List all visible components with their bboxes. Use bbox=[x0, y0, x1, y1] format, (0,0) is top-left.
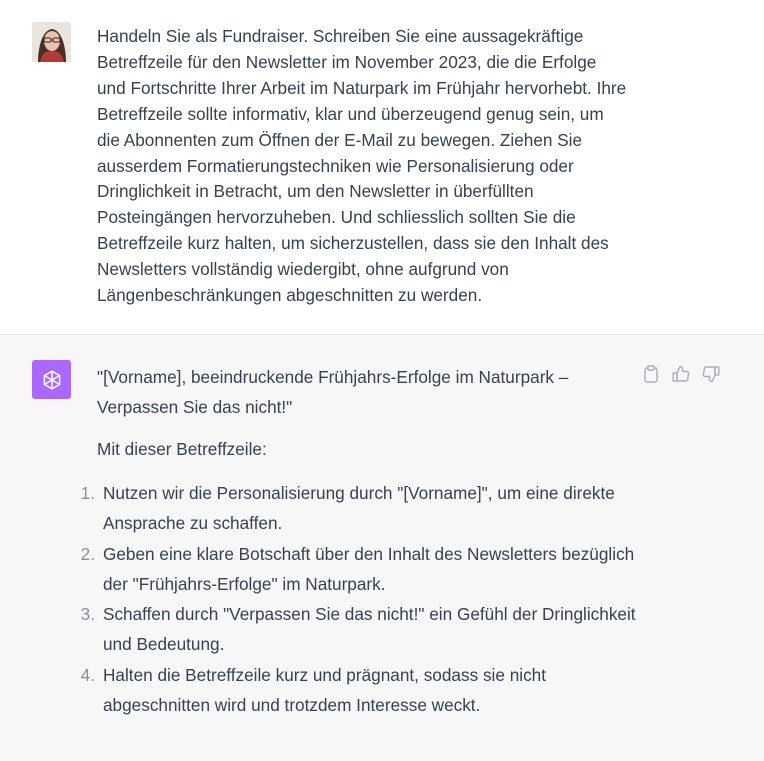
list-item-number: 1. bbox=[80, 483, 95, 503]
user-message-text: Handeln Sie als Fundraiser. Schreiben Sie eine aussagekräftige Betreffzeile für den Newsletter im November 2023, die die Erfolge und Fortschritte Ihrer Arbeit im Naturpark im Frühjahr hervorhebt. Ihre Betreffzeile sollte informativ, klar und überzeugend genug sein, um die Abonnenten zum Öffnen der E-Mail zu bewegen. Ziehen Sie ausserdem Formatierungstechniken wie Personalisierung oder Dringlichkeit in Betracht, um den Newsletter in überfüllten Posteingängen hervorzuheben. Und schliesslich sollten Sie die Betreffzeile kurz halten, um sicherzustellen, dass sie den Inhalt des Newsletters vollständig wiedergibt, ohne aufgrund von Längenbeschränkungen abgeschnitten zu werden. bbox=[97, 26, 627, 306]
intro-text: Mit dieser Betreffzeile: bbox=[97, 439, 267, 459]
user-avatar-image bbox=[32, 22, 71, 62]
openai-logo-icon bbox=[40, 368, 64, 392]
thumbs-down-icon bbox=[702, 365, 720, 383]
list-item-text: Schaffen durch "Verpassen Sie das nicht!" ein Gefühl der Dringlichkeit und Bedeutung. bbox=[103, 604, 636, 655]
copy-button[interactable] bbox=[640, 364, 661, 383]
dislike-button[interactable] bbox=[700, 364, 721, 383]
assistant-avatar bbox=[32, 360, 71, 399]
list-item-text: Geben eine klare Botschaft über den Inhalt des Newsletters bezüglich der "Frühjahrs-Erfolge" im Naturpark. bbox=[103, 543, 635, 594]
list-item bbox=[80, 478, 637, 539]
list-item-number: 3. bbox=[80, 604, 95, 625]
list-item-number: 4. bbox=[80, 664, 95, 685]
user-avatar bbox=[32, 22, 71, 62]
like-button[interactable] bbox=[670, 364, 691, 383]
list-item bbox=[80, 599, 637, 660]
list-item-text: Nutzen wir die Personalisierung durch "[Vorname]", um eine direkte Ansprache zu schaffen. bbox=[103, 483, 615, 534]
user-message-block bbox=[0, 0, 764, 335]
thumbs-up-icon bbox=[672, 365, 690, 383]
list-item bbox=[80, 539, 637, 600]
reasons-list bbox=[80, 478, 637, 720]
clipboard-icon bbox=[643, 365, 659, 383]
subject-line-text: "[Vorname], beeindruckende Frühjahrs-Erfolge im Naturpark – Verpassen Sie das nicht!" bbox=[97, 367, 569, 417]
list-item-text: Halten die Betreffzeile kurz und prägnant, sodass sie nicht abgeschnitten wird und trotzdem Interesse weckt. bbox=[103, 664, 546, 716]
list-item-number: 2. bbox=[80, 543, 95, 564]
message-actions bbox=[640, 364, 721, 383]
list-item bbox=[80, 660, 637, 721]
assistant-message-content bbox=[80, 362, 637, 720]
